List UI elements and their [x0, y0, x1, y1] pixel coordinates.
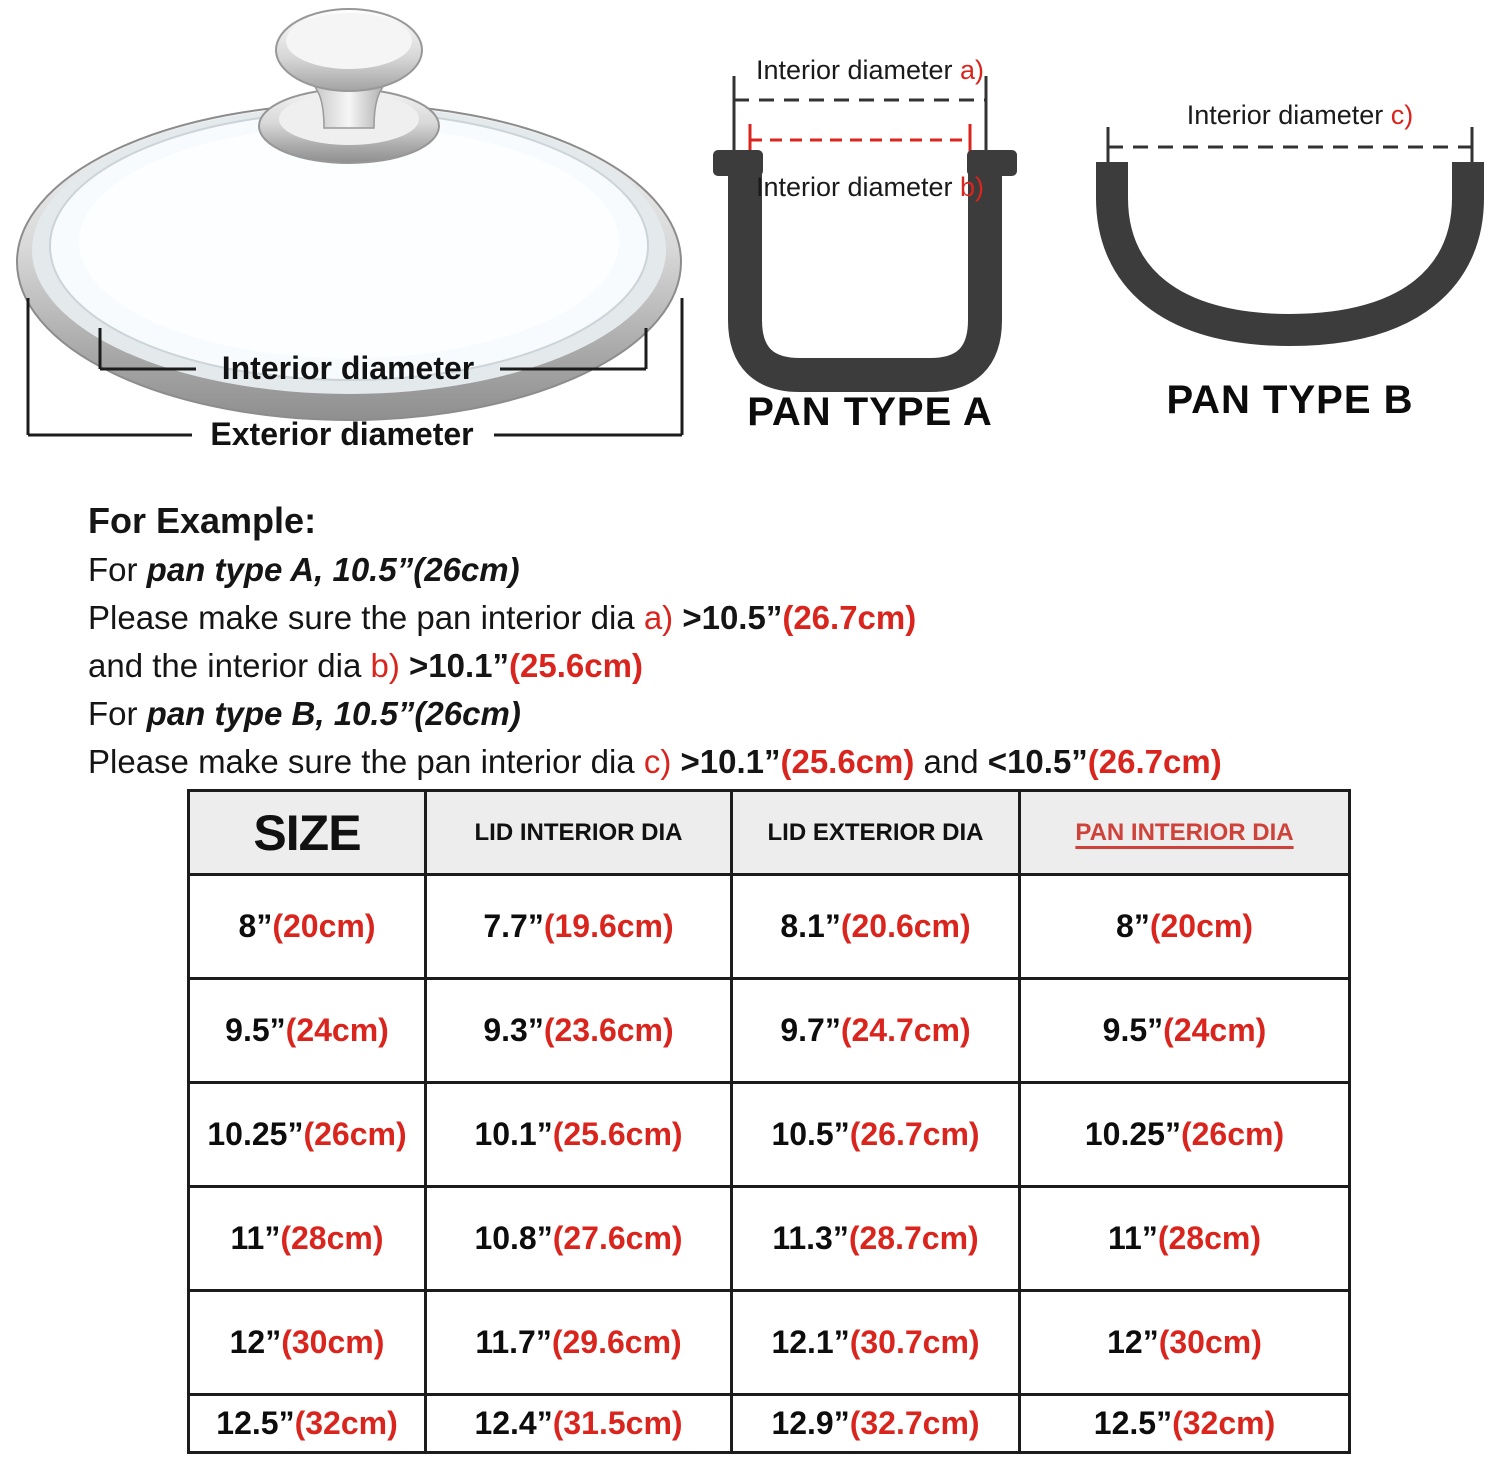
text-segment: pan type A, 10.5”(26cm) [146, 551, 520, 588]
cell-lid_exterior [732, 979, 1020, 1083]
example-line [88, 690, 1458, 738]
cell-lid_exterior [732, 1291, 1020, 1395]
text-segment: a) [960, 55, 985, 85]
cm-value: (32cm) [1172, 1405, 1276, 1441]
example-line [88, 642, 1458, 690]
text-segment: a) [643, 599, 683, 636]
column-header-lid_exterior: LID EXTERIOR DIA [732, 791, 1020, 875]
size-chart-table [187, 789, 1351, 1454]
cm-value: (19.6cm) [543, 908, 674, 944]
cell-lid_interior [426, 979, 732, 1083]
table-row [189, 979, 1350, 1083]
example-line [88, 738, 1458, 786]
pan-type-a-title: PAN TYPE A [747, 390, 993, 434]
text-segment: >10.1” [409, 647, 510, 684]
table-row [189, 1083, 1350, 1187]
pan-b-body [1112, 162, 1468, 330]
cell-lid_interior [426, 1395, 732, 1453]
inch-value: 10.8” [474, 1220, 553, 1256]
pan-type-b-title: PAN TYPE B [1166, 378, 1414, 422]
lid-exterior-diameter-label: Exterior diameter [210, 416, 474, 452]
text-segment: b) [960, 172, 985, 202]
inch-value: 9.5” [1102, 1012, 1164, 1048]
text-segment: and [914, 743, 988, 780]
inch-value: 10.25” [207, 1116, 304, 1152]
text-segment: For [88, 551, 147, 588]
text-segment: c) [643, 743, 681, 780]
cm-value: (32cm) [294, 1405, 398, 1441]
cell-size [189, 1395, 426, 1453]
text-segment: (25.6cm) [780, 743, 915, 780]
cell-lid_interior [426, 1187, 732, 1291]
text-segment: Interior diameter [1186, 100, 1391, 130]
cell-lid_interior [426, 1291, 732, 1395]
interior-diameter-a-label [740, 55, 1000, 86]
text-segment: pan type B, 10.5”(26cm) [146, 695, 521, 732]
text-segment: <10.5” [987, 743, 1088, 780]
cell-pan_interior [1020, 1187, 1350, 1291]
glass-lid-figure [0, 0, 700, 470]
text-segment: b) [370, 647, 410, 684]
inch-value: 10.1” [474, 1116, 553, 1152]
knob-cap-face [286, 13, 412, 69]
inch-value: 9.3” [483, 1012, 544, 1048]
table-row [189, 1395, 1350, 1453]
text-segment: Interior diameter [755, 55, 961, 85]
inch-value: 12.4” [474, 1405, 553, 1441]
table-row [189, 1291, 1350, 1395]
text-segment: Please make sure the pan interior dia [88, 743, 644, 780]
inch-value: 12.9” [771, 1405, 850, 1441]
inch-value: 8.1” [780, 908, 841, 944]
text-segment: Please make sure the pan interior dia [88, 599, 644, 636]
interior-diameter-c-label [1165, 100, 1435, 131]
cm-value: (20cm) [272, 908, 376, 944]
inch-value: 10.5” [771, 1116, 850, 1152]
interior-diameter-b-label [740, 172, 1000, 203]
size-table-header [189, 791, 1350, 875]
cm-value: (30cm) [1158, 1324, 1262, 1360]
inch-value: 12.5” [216, 1405, 295, 1441]
cm-value: (30cm) [281, 1324, 385, 1360]
example-line [88, 594, 1458, 642]
cm-value: (20cm) [1149, 908, 1253, 944]
cm-value: (28cm) [1157, 1220, 1261, 1256]
cell-lid_exterior [732, 1083, 1020, 1187]
cell-lid_exterior [732, 875, 1020, 979]
glass-lid-illustration [0, 0, 700, 470]
cell-lid_exterior [732, 1187, 1020, 1291]
cell-pan_interior [1020, 1291, 1350, 1395]
header-row [189, 791, 1350, 875]
cell-pan_interior [1020, 979, 1350, 1083]
cm-value: (26cm) [303, 1116, 407, 1152]
cm-value: (32.7cm) [849, 1405, 980, 1441]
text-segment: (25.6cm) [509, 647, 643, 684]
cell-lid_exterior [732, 1395, 1020, 1453]
inch-value: 9.5” [225, 1012, 286, 1048]
inch-value: 8” [238, 908, 273, 944]
example-line [88, 497, 1458, 546]
lid-interior-diameter-label: Interior diameter [221, 350, 475, 386]
cm-value: (24cm) [1163, 1012, 1267, 1048]
inch-value: 11” [230, 1220, 281, 1256]
inch-value: 9.7” [780, 1012, 841, 1048]
table-row [189, 875, 1350, 979]
cm-value: (31.5cm) [552, 1405, 683, 1441]
cm-value: (29.6cm) [551, 1324, 682, 1360]
pan-type-b-figure [1090, 90, 1490, 422]
cell-lid_interior [426, 875, 732, 979]
inch-value: 12” [1107, 1324, 1159, 1360]
inch-value: 12.5” [1093, 1405, 1173, 1441]
cm-value: (27.6cm) [552, 1220, 683, 1256]
inch-value: 11” [1108, 1220, 1158, 1256]
text-segment: >10.5” [682, 599, 783, 636]
cell-lid_interior [426, 1083, 732, 1187]
column-header-size: SIZE [189, 791, 426, 875]
text-segment: For Example: [88, 500, 317, 541]
text-segment: For [88, 695, 147, 732]
cm-value: (30.7cm) [849, 1324, 980, 1360]
inch-value: 11.7” [475, 1324, 552, 1360]
cell-size [189, 979, 426, 1083]
cell-pan_interior [1020, 1083, 1350, 1187]
cm-value: (26.7cm) [849, 1116, 980, 1152]
cm-value: (24.7cm) [840, 1012, 971, 1048]
text-segment: (26.7cm) [782, 599, 917, 636]
cell-size [189, 1083, 426, 1187]
table-row [189, 1187, 1350, 1291]
text-segment: c) [1390, 100, 1414, 130]
size-table-body [189, 875, 1350, 1453]
cm-value: (28cm) [280, 1220, 384, 1256]
cell-size [189, 1187, 426, 1291]
inch-value: 7.7” [483, 908, 544, 944]
sizing-example-text [88, 497, 1458, 786]
pan-type-a-figure [700, 30, 1040, 442]
text-segment: (26.7cm) [1087, 743, 1222, 780]
text-segment: and the interior dia [88, 647, 371, 684]
cm-value: (26cm) [1180, 1116, 1285, 1152]
text-segment: Interior diameter [755, 172, 961, 202]
cm-value: (24cm) [285, 1012, 389, 1048]
text-segment: >10.1” [680, 743, 781, 780]
cell-pan_interior [1020, 875, 1350, 979]
cell-size [189, 875, 426, 979]
inch-value: 8” [1116, 908, 1150, 944]
column-header-lid_interior: LID INTERIOR DIA [426, 791, 732, 875]
inch-value: 12.1” [771, 1324, 850, 1360]
pan-type-b-drawing [1090, 90, 1490, 422]
cell-pan_interior [1020, 1395, 1350, 1453]
column-header-pan_interior: PAN INTERIOR DIA [1020, 791, 1350, 875]
cm-value: (28.7cm) [848, 1220, 979, 1256]
example-line [88, 546, 1458, 594]
cm-value: (20.6cm) [840, 908, 971, 944]
inch-value: 12” [229, 1324, 282, 1360]
inch-value: 10.25” [1084, 1116, 1181, 1152]
cm-value: (23.6cm) [543, 1012, 674, 1048]
inch-value: 11.3” [772, 1220, 849, 1256]
cm-value: (25.6cm) [552, 1116, 683, 1152]
cell-size [189, 1291, 426, 1395]
pan-type-a-drawing [700, 30, 1040, 442]
